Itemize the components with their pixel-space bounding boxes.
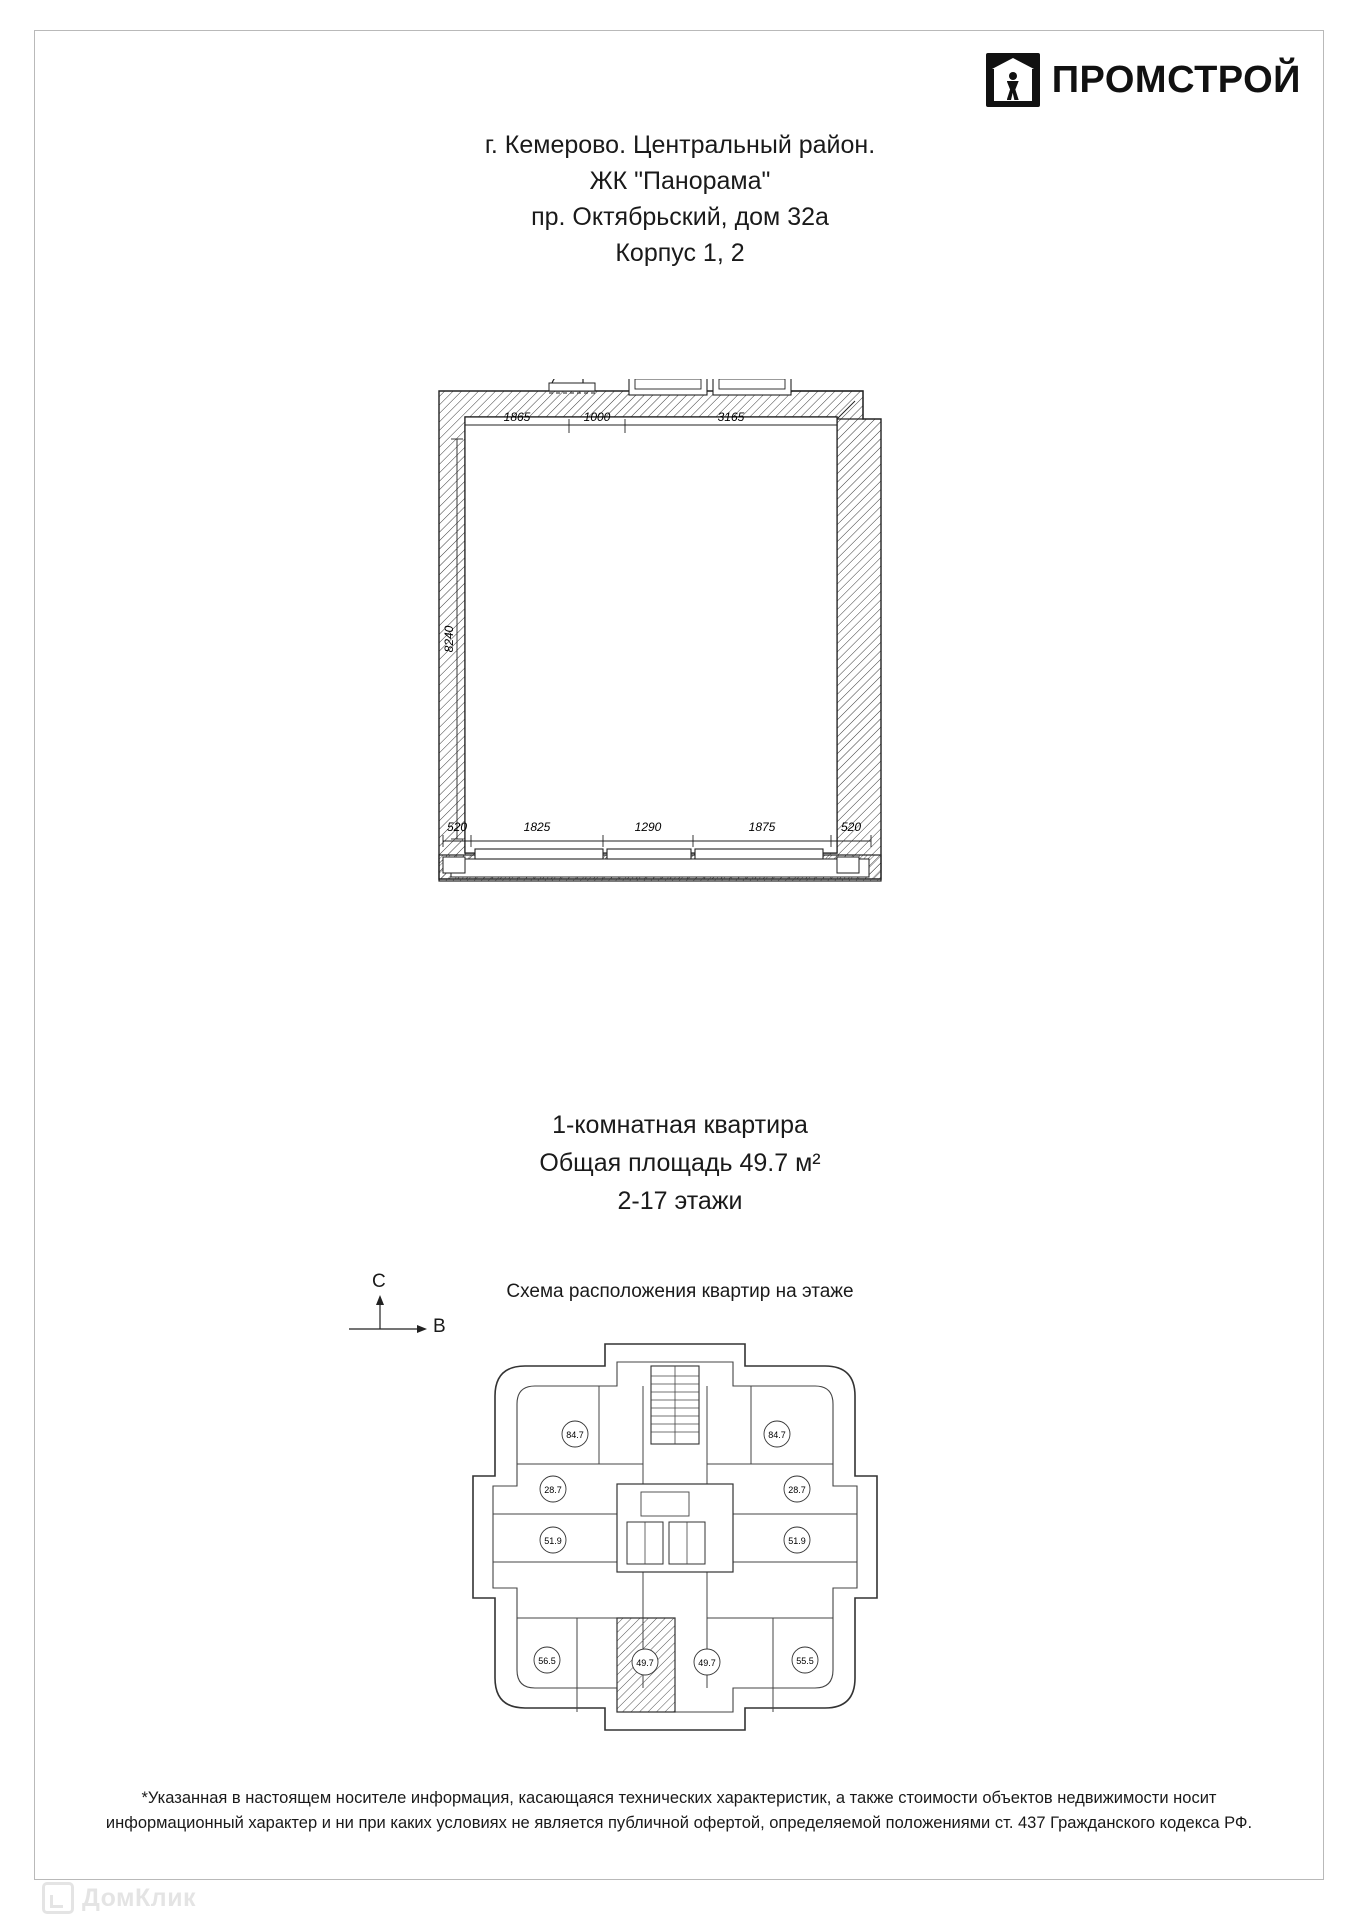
legal-disclaimer	[105, 1786, 1253, 1836]
scheme-area-2: 84.7	[768, 1430, 786, 1440]
compass-east-label: В	[433, 1316, 446, 1337]
floor-scheme-diagram	[465, 1326, 885, 1746]
apartment-caption	[35, 1106, 1325, 1220]
scheme-area-6: 51.9	[788, 1536, 806, 1546]
scheme-area-3: 28.7	[544, 1485, 562, 1495]
caption-area: Общая площадь 49.7 м²	[539, 1149, 821, 1177]
dim-top-3: 3165	[717, 410, 745, 424]
domclick-logo-icon	[42, 1882, 74, 1914]
dim-bottom-5: 520	[840, 820, 862, 834]
dim-top-2: 1000	[583, 410, 611, 424]
scheme-area-5: 51.9	[544, 1536, 562, 1546]
title-line-building: Корпус 1, 2	[615, 239, 745, 267]
title-line-city: г. Кемерово. Центральный район.	[484, 131, 876, 159]
apartment-floor-plan	[431, 379, 931, 919]
dim-bottom-3: 1290	[634, 820, 662, 834]
disclaimer-line-2: информационный характер и ни при каких условиях не является публичной офертой, определяемой положениями ст. 437 Гражданского кодекса РФ.	[105, 1814, 1253, 1832]
scheme-area-7: 56.5	[538, 1656, 556, 1666]
dim-top-1: 1865	[503, 410, 531, 424]
watermark	[42, 1882, 196, 1914]
dim-left: 8240	[442, 625, 456, 653]
document-sheet	[34, 30, 1324, 1880]
scheme-area-1: 84.7	[566, 1430, 584, 1440]
title-line-address: пр. Октябрьский, дом 32а	[531, 203, 829, 231]
disclaimer-line-1: *Указанная в настоящем носителе информация, касающаяся технических характеристик, а также стоимости объектов недвижимости носит	[141, 1789, 1217, 1807]
watermark-text: ДомКлик	[82, 1883, 197, 1912]
caption-rooms: 1-комнатная квартира	[552, 1111, 808, 1139]
brand-logo	[986, 53, 1301, 107]
dim-bottom-2: 1825	[523, 820, 551, 834]
dim-bottom-4: 1875	[748, 820, 776, 834]
brand-name: ПРОМСТРОЙ	[1051, 58, 1301, 101]
caption-floors: 2-17 этажи	[617, 1187, 743, 1215]
dim-bottom-1: 520	[446, 820, 468, 834]
compass-north-label: С	[372, 1271, 386, 1292]
page-title	[35, 127, 1325, 271]
scheme-area-4: 28.7	[788, 1485, 806, 1495]
scheme-area-highlighted: 49.7	[636, 1658, 654, 1668]
house-with-person-icon	[986, 53, 1040, 107]
scheme-area-9: 49.7	[698, 1658, 716, 1668]
scheme-area-10: 55.5	[796, 1656, 814, 1666]
title-line-complex: ЖК "Панорама"	[589, 167, 771, 195]
floor-scheme-title: Схема расположения квартир на этаже	[506, 1281, 854, 1302]
